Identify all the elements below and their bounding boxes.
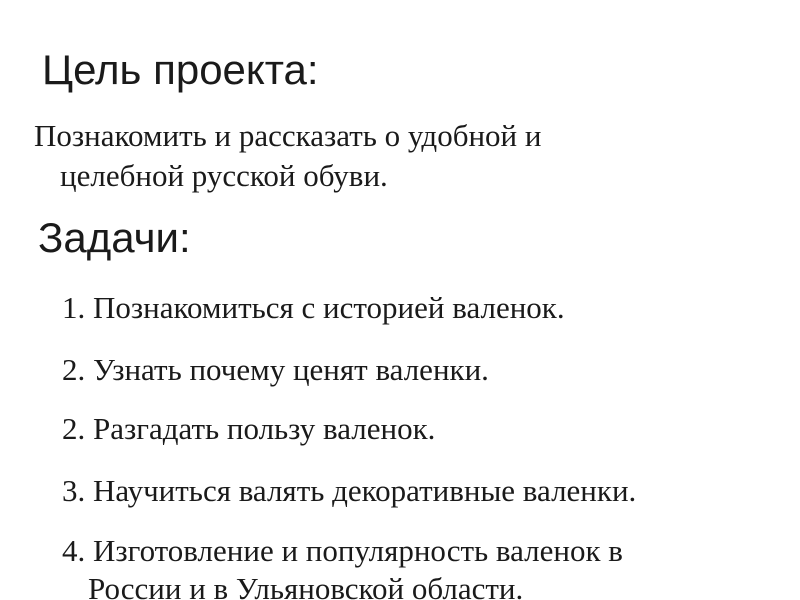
goal-text-line-2: целебной русской обуви. [60, 158, 388, 193]
task-item-2: 2. Узнать почему ценят валенки. [62, 352, 489, 387]
task-item-4: 3. Научиться валять декоративные валенки. [62, 473, 637, 508]
goal-text-line-1: Познакомить и рассказать о удобной и [34, 118, 542, 153]
task-item-5-line-1: 4. Изготовление и популярность валенок в [62, 533, 623, 568]
task-item-5 [62, 532, 623, 600]
task-item-3: 2. Разгадать пользу валенок. [62, 411, 436, 446]
task-item-1: 1. Познакомиться с историей валенок. [62, 290, 565, 325]
goal-heading: Цель проекта: [42, 46, 319, 93]
goal-text [34, 116, 794, 196]
task-item-5-line-2: России и в Ульяновской области. [88, 571, 524, 600]
tasks-heading: Задачи: [38, 214, 191, 261]
